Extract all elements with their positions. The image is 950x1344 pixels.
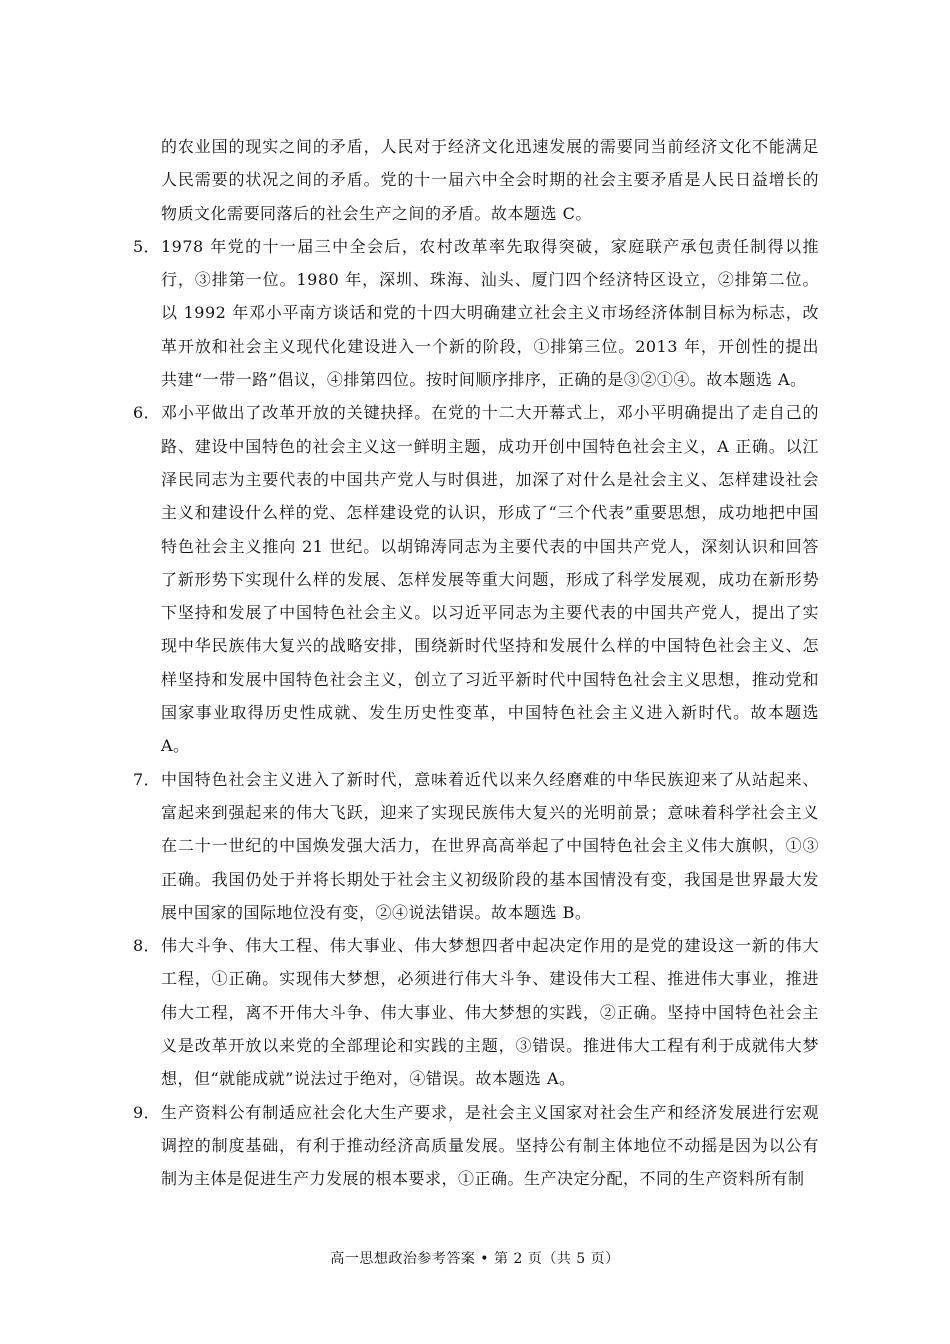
item-number: 7． [133, 769, 161, 789]
item-text: 邓小平做出了改革开放的关键抉择。在党的十二大开幕式上，邓小平明确提出了走自己的路、建设中国特色的社会主义这一鲜明主题，成功开创中国特色社会主义，A 正确。以江泽民同志为主要代表的中国共产党人与时俱进，加深了对什么是社会主义、怎样建设社会主义和建设什么样的党、怎样建设党的认识，形成了“三个代表”重要思想，成功地把中国特色社会主义推向 21 世纪。以胡锦涛同志为主要代表的中国共产党人，深刻认识和回答了新形势下实现什么样的发展、怎样发展等重大问题，形成了科学发展观，成功在新形势下坚持和发展了中国特色社会主义。以习近平同志为主要代表的中国共产党人，提出了实现中华民族伟大复兴的战略安排，围绕新时代坚持和发展什么样的中国特色社会主义、怎样坚持和发展中国特色社会主义，创立了习近平新时代中国特色社会主义思想，推动党和国家事业取得历史性成就、发生历史性变革，中国特色社会主义进入新时代。故本题选 A。 [161, 403, 819, 756]
answer-content [133, 130, 819, 1196]
answer-item-6 [133, 396, 819, 762]
answer-item-9 [133, 1096, 819, 1196]
item-text: 生产资料公有制适应社会化大生产要求，是社会主义国家对社会生产和经济发展进行宏观调控的制度基础，有利于推动经济高质量发展。坚持公有制主体地位不动摇是因为以公有制为主体是促进生产力发展的根本要求，①正确。生产决定分配，不同的生产资料所有制 [161, 1102, 819, 1189]
item-number: 8． [133, 936, 161, 956]
page-footer: 高一思想政治参考答案 • 第 2 页（共 5 页） [330, 1251, 620, 1267]
answer-item-5 [133, 230, 819, 396]
item-text: 中国特色社会主义进入了新时代，意味着近代以来久经磨难的中华民族迎来了从站起来、富起来到强起来的伟大飞跃，迎来了实现民族伟大复兴的光明前景；意味着科学社会主义在二十一世纪的中国焕发强大活力，在世界高高举起了中国特色社会主义伟大旗帜，①③正确。我国仍处于并将长期处于社会主义初级阶段的基本国情没有变，我国是世界最大发展中国家的国际地位没有变，②④说法错误。故本题选 B。 [161, 769, 819, 922]
item-number: 6． [133, 403, 161, 423]
item-number: 5． [133, 236, 161, 256]
answer-item-8 [133, 929, 819, 1095]
item-text: 1978 年党的十一届三中全会后，农村改革率先取得突破，家庭联产承包责任制得以推行，③排第一位。1980 年，深圳、珠海、汕头、厦门四个经济特区设立，②排第二位。以 1992 年邓小平南方谈话和党的十四大明确建立社会主义市场经济体制目标为标志，改革开放和社会主义现代化建设进入一个新的阶段，①排第三位。2013 年，开创性的提出共建“一带一路”倡议，④排第四位。按时间顺序排序，正确的是③②①④。故本题选 A。 [161, 236, 819, 390]
item-text: 伟大斗争、伟大工程、伟大事业、伟大梦想四者中起决定作用的是党的建设这一新的伟大工程，①正确。实现伟大梦想，必须进行伟大斗争、建设伟大工程、推进伟大事业，推进伟大工程，离不开伟大斗争、伟大事业、伟大梦想的实践，②正确。坚持中国特色社会主义是改革开放以来党的全部理论和实践的主题，③错误。推进伟大工程有利于成就伟大梦想，但“就能成就”说法过于绝对，④错误。故本题选 A。 [161, 936, 819, 1089]
previous-answer-continuation: 的农业国的现实之间的矛盾，人民对于经济文化迅速发展的需要同当前经济文化不能满足人民需要的状况之间的矛盾。党的十一届六中全会时期的社会主要矛盾是人民日益增长的物质文化需要同落后的社会生产之间的矛盾。故本题选 C。 [161, 137, 819, 223]
item-number: 9． [133, 1102, 161, 1122]
answer-item-7 [133, 763, 819, 929]
